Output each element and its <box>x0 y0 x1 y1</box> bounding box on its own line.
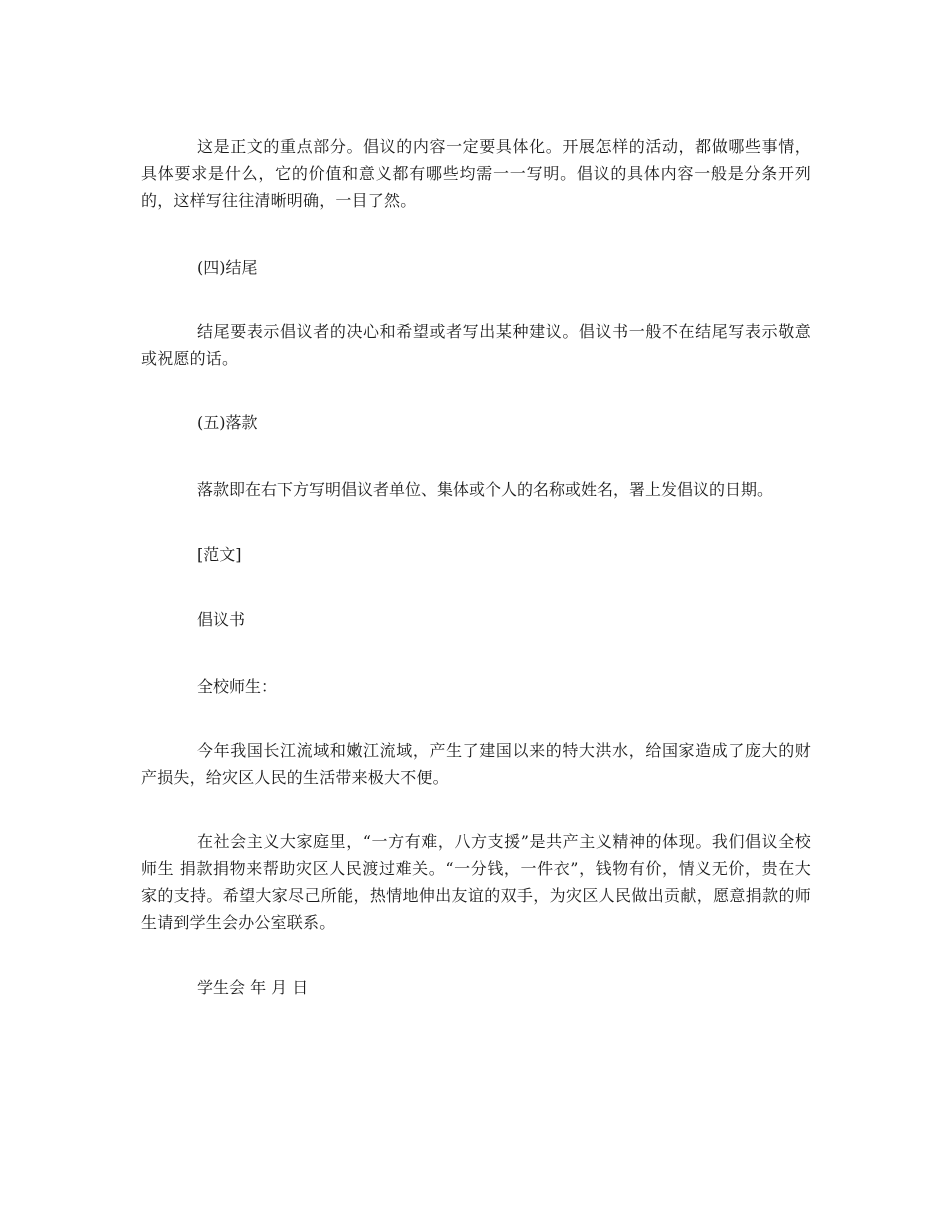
sample-salutation: 全校师生： <box>197 677 278 696</box>
body-paragraph-signature: 落款即在右下方写明倡议者单位、集体或个人的名称或姓名，署上发倡议的日期。 <box>197 480 774 499</box>
body-paragraph-main-content: 这是正文的重点部分。倡议的内容一定要具体化。开展怎样的活动，都做哪些事情，具体要求是什么，它的价值和意义都有哪些均需一一写明。倡议的具体内容一般是分条开列的，这样写往往清晰明确，一目了然。 <box>141 137 811 210</box>
sample-paragraph-appeal: 在社会主义大家庭里，“一方有难，八方支援”是共产主义精神的体现。我们倡议全校师生 捐款捐物来帮助灾区人民渡过难关。“一分钱，一件衣”，钱物有价，情义无价，贵在大家的支持。希望大家尽己所能，热情地伸出友谊的双手，为灾区人民做出贡献，愿意捐款的师生请到学生会办公室联系。 <box>141 832 811 932</box>
sample-title: 倡议书 <box>197 610 246 629</box>
sample-signature: 学生会 年 月 日 <box>197 978 309 997</box>
section-heading-ending: (四)结尾 <box>197 258 258 277</box>
body-paragraph-ending: 结尾要表示倡议者的决心和希望或者写出某种建议。倡议书一般不在结尾写表示敬意或祝愿的话。 <box>141 322 811 368</box>
sample-label: [范文] <box>197 545 242 564</box>
section-heading-signature: (五)落款 <box>197 413 258 432</box>
sample-paragraph-flood: 今年我国长江流域和嫩江流域，产生了建国以来的特大洪水，给国家造成了庞大的财产损失，给灾区人民的生活带来极大不便。 <box>141 741 811 787</box>
document-page <box>141 0 811 1229</box>
